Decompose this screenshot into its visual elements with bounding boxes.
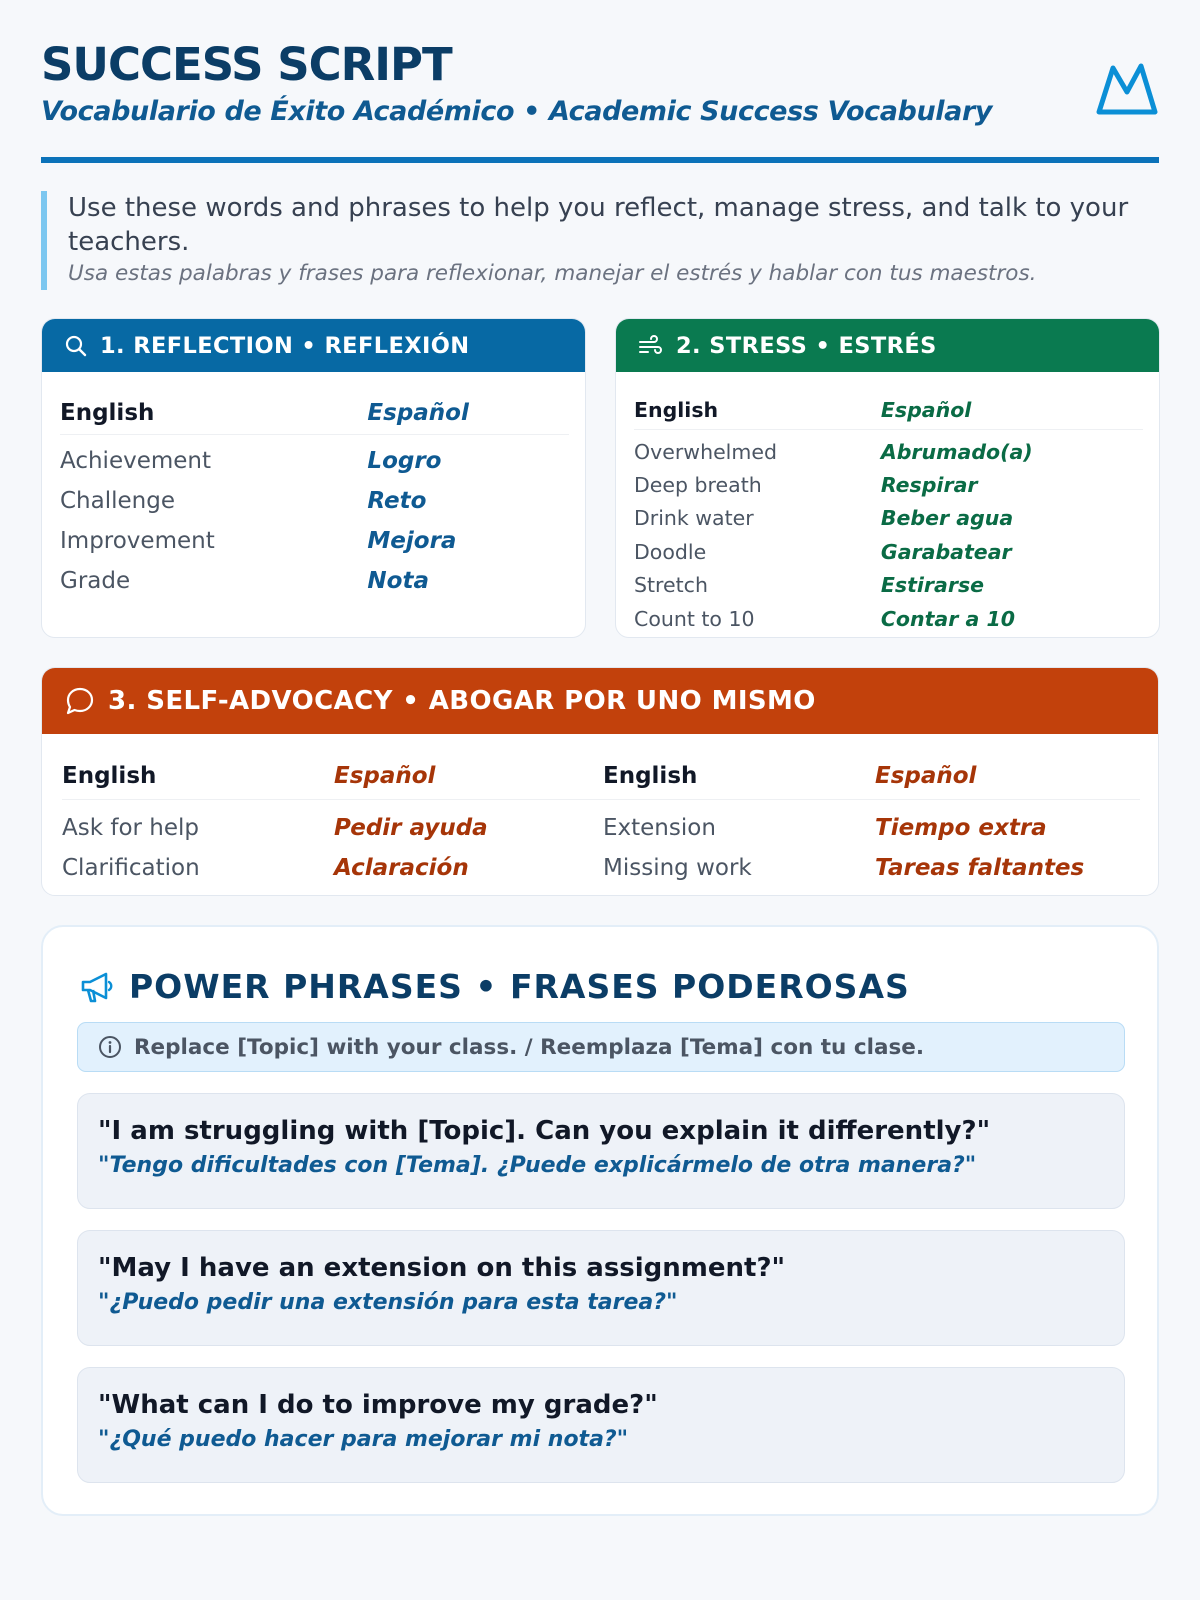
- reflection-table: [60, 392, 569, 601]
- table-row: [634, 569, 1143, 603]
- term-spanish: Abrumado(a): [880, 439, 1033, 464]
- reflection-card-header: [42, 319, 585, 372]
- term-english: Drink water: [634, 506, 754, 531]
- self-advocacy-card-title: 3. SELF-ADVOCACY • ABOGAR POR UNO MISMO: [108, 686, 816, 716]
- term-english: Deep breath: [634, 472, 762, 497]
- table-row: [62, 848, 1140, 888]
- page-subtitle: Vocabulario de Éxito Académico • Academic Success Vocabulary: [41, 96, 993, 127]
- term-spanish: Garabatear: [880, 539, 1012, 564]
- info-icon: [98, 1035, 122, 1059]
- table-row: [62, 800, 1140, 848]
- self-advocacy-card-header: [42, 668, 1158, 734]
- intro-spanish: Usa estas palabras y frases para reflexionar, manejar el estrés y hablar con tus maestros.: [68, 261, 1037, 286]
- wind-icon: [638, 334, 664, 358]
- term-spanish: Reto: [367, 488, 427, 514]
- page-title: SUCCESS SCRIPT: [41, 38, 452, 91]
- intro-english: Use these words and phrases to help you reflect, manage stress, and talk to your teachers.: [68, 193, 1129, 257]
- self-advocacy-card: [41, 667, 1159, 896]
- table-row: [60, 521, 569, 561]
- stress-card-title: 2. STRESS • ESTRÉS: [676, 332, 937, 359]
- self-advocacy-table: [62, 752, 1140, 888]
- phrase-spanish: "¿Qué puedo hacer para mejorar mi nota?": [98, 1427, 629, 1452]
- term-spanish: Pedir ayuda: [334, 815, 488, 841]
- worksheet-page: [41, 0, 1159, 1452]
- info-note-text: Replace [Topic] with your class. / Reemplaza [Tema] con tu clase.: [134, 1034, 925, 1060]
- term-spanish: Estirarse: [880, 573, 985, 598]
- term-english: Improvement: [60, 528, 215, 554]
- term-spanish: Tareas faltantes: [875, 855, 1085, 881]
- term-english: Grade: [60, 568, 131, 594]
- term-english: Missing work: [603, 855, 752, 881]
- column-header-english: English: [62, 752, 334, 800]
- term-english: Extension: [603, 815, 716, 841]
- term-english: Achievement: [60, 448, 212, 474]
- intro-callout: [41, 191, 1159, 290]
- column-header-spanish: Español: [334, 752, 603, 800]
- table-row: [60, 561, 569, 601]
- header: [41, 0, 1159, 163]
- phrase-english: "What can I do to improve my grade?": [98, 1390, 658, 1420]
- table-row: [60, 435, 569, 481]
- term-english: Count to 10: [634, 606, 755, 631]
- term-spanish: Respirar: [880, 472, 978, 497]
- table-row: [634, 502, 1143, 536]
- table-row: [634, 430, 1143, 468]
- mountain-icon: [1095, 58, 1159, 120]
- term-english: Clarification: [62, 855, 200, 881]
- search-icon: [64, 334, 88, 358]
- power-phrases-heading: POWER PHRASES • FRASES PODEROSAS: [129, 967, 910, 1006]
- table-row: [634, 535, 1143, 569]
- table-row: [60, 481, 569, 521]
- phrase-card: [77, 1230, 1125, 1346]
- term-english: Stretch: [634, 573, 708, 598]
- column-header-spanish: Español: [881, 390, 1143, 430]
- power-phrases-section: [41, 925, 1159, 1516]
- table-row: [634, 602, 1143, 636]
- term-spanish: Aclaración: [334, 855, 469, 881]
- phrase-spanish: "¿Puedo pedir una extensión para esta tarea?": [98, 1290, 678, 1315]
- term-english: Overwhelmed: [634, 439, 777, 464]
- term-spanish: Beber agua: [880, 506, 1014, 531]
- column-header-english: English: [60, 392, 367, 435]
- term-spanish: Nota: [367, 568, 429, 594]
- phrase-english: "I am struggling with [Topic]. Can you explain it differently?": [98, 1116, 991, 1146]
- phrase-english: "May I have an extension on this assignment?": [98, 1253, 786, 1283]
- column-header-english: English: [603, 752, 875, 800]
- megaphone-icon: [79, 970, 115, 1004]
- term-english: Doodle: [634, 539, 707, 564]
- column-header-spanish: Español: [875, 752, 1140, 800]
- reflection-card: [41, 318, 586, 638]
- term-spanish: Tiempo extra: [875, 815, 1047, 841]
- stress-card-header: [616, 319, 1159, 372]
- term-spanish: Mejora: [367, 528, 457, 554]
- column-header-english: English: [634, 390, 881, 430]
- info-note: [77, 1022, 1125, 1072]
- power-phrases-title: [79, 967, 910, 1006]
- speech-bubble-icon: [64, 685, 96, 717]
- term-spanish: Logro: [367, 448, 442, 474]
- stress-table: [634, 390, 1143, 636]
- column-header-spanish: Español: [367, 392, 569, 435]
- phrase-spanish: "Tengo dificultades con [Tema]. ¿Puede explicármelo de otra manera?": [98, 1153, 977, 1178]
- term-spanish: Contar a 10: [880, 606, 1015, 631]
- term-english: Ask for help: [62, 815, 200, 841]
- table-row: [634, 468, 1143, 502]
- phrase-card: [77, 1367, 1125, 1483]
- stress-card: [615, 318, 1160, 638]
- term-english: Challenge: [60, 488, 175, 514]
- reflection-card-title: 1. REFLECTION • REFLEXIÓN: [100, 332, 470, 359]
- phrase-card: [77, 1093, 1125, 1209]
